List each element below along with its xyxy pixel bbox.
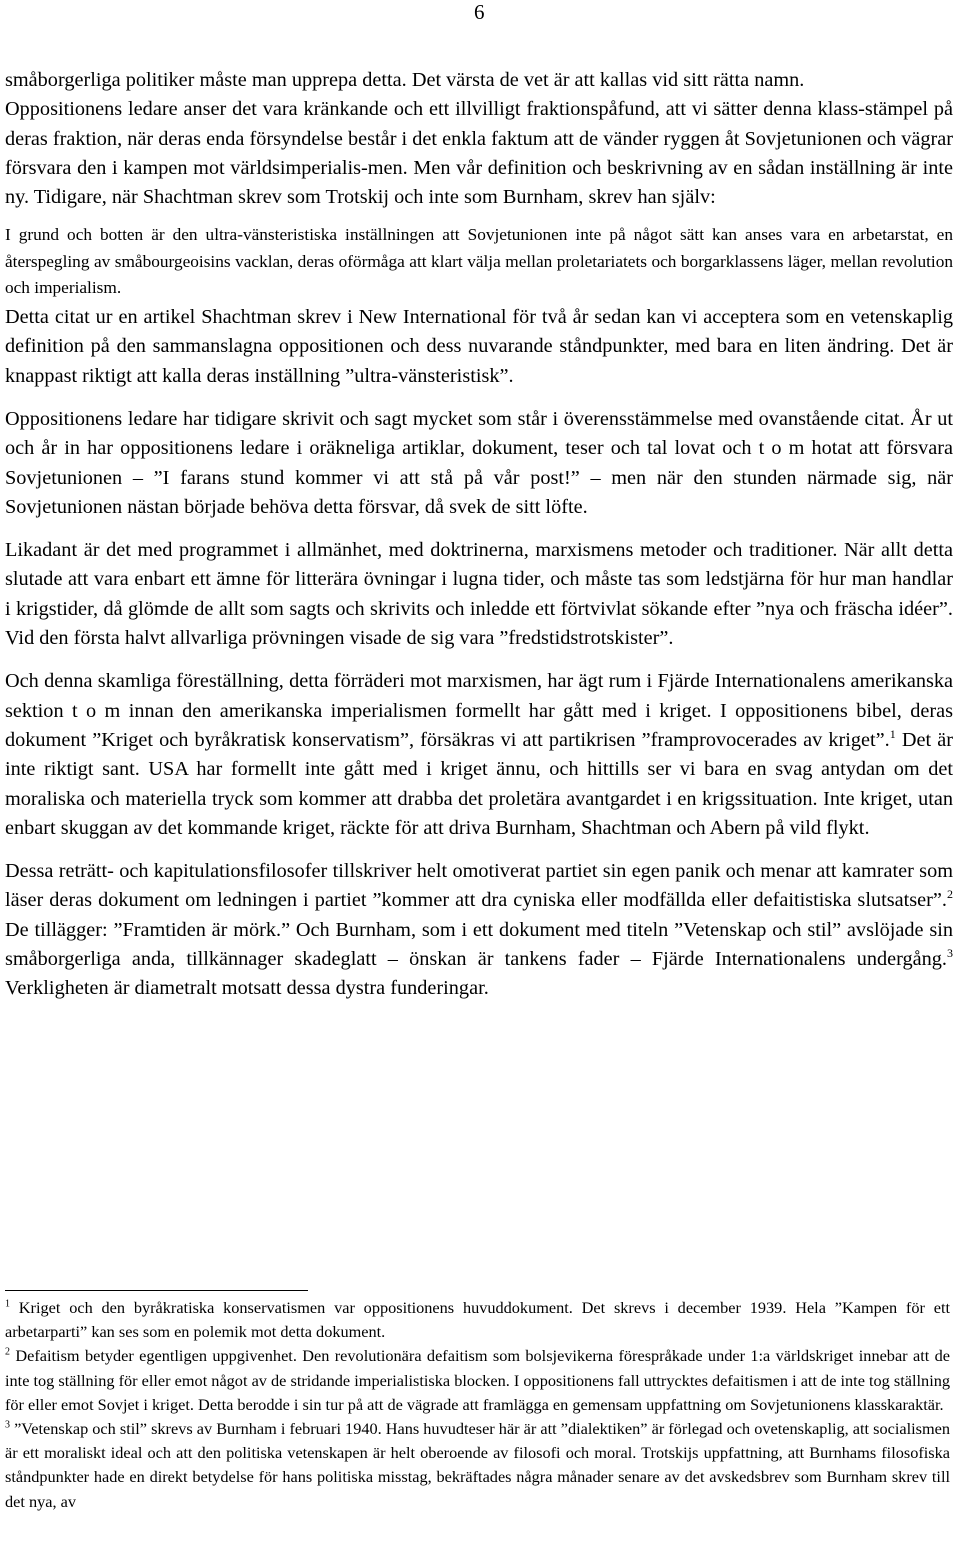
paragraph-7-text-b: De tillägger: ”Framtiden är mörk.” Och Burnham, som i ett dokument med titeln ”Vetenskap och stil” avslöjade sin småborgerliga anda, tillkännager skadeglatt – önskan är tankens fader – Fjärde Internationalens undergång. <box>5 918 953 971</box>
page-body <box>5 66 953 1004</box>
footnote-ref-2[interactable]: 2 <box>947 887 953 902</box>
paragraph-7-text-c: Verkligheten är diametralt motsatt dessa dystra funderingar. <box>5 977 489 1000</box>
paragraph-6 <box>5 667 953 843</box>
footnote-text: Defaitism betyder egentligen uppgivenhet. Den revolutionära defaitism som bolsjevikerna förespråkade under 1:a världskriget innebar att de inte tog ställning för eller emot något av de stridande imperialistiska blocken. I oppositionens fall uttrycktes defaitismen i att de inte tog ställning för eller emot Sovjet i kriget. Detta berodde i sin tur på att de vägrade att framlägga en gemensam uppfattning om Sovjetunionens klasskaraktär. <box>5 1346 950 1414</box>
paragraph-5: Likadant är det med programmet i allmänhet, med doktrinerna, marxismens metoder och traditioner. När allt detta slutade att vara enbart ett ämne för litterära övningar i lugna tider, och måste tas som ledstjärna för hur man handlar i krigstider, då glömde de allt som sagts och skrivits och inledde ett förtvivlat sökande efter ”nya och fräscha idéer”. Vid den första halvt allvarliga prövningen visade de sig vara ”fredstidstrotskister”. <box>5 539 953 650</box>
paragraph-4: Oppositionens ledare har tidigare skrivit och sagt mycket som står i överensstämmelse med ovanstående citat. År ut och år in har oppositionens ledare i oräkneliga artiklar, dokument, teser och tal lovat och t o m hotat att försvara Sovjetunionen – ”I farans stund kommer vi att stå på vår post!” – men när den stunden närmade sig, när Sovjetunionen nästan började behöva detta försvar, då svek de sitt löfte. <box>5 407 953 518</box>
footnote-divider <box>5 1290 308 1291</box>
footnote-number: 1 <box>5 1298 10 1310</box>
paragraph-6-text-a: Och denna skamliga föreställning, detta förräderi mot marxismen, har ägt rum i Fjärde Internationalens amerikanska sektion t o m innan den amerikanska imperialismen formellt har gått med i kriget. I oppositionens bibel, deras dokument ”Kriget och byråkratisk konservatism”, försäkras vi att partikrisen ”framprovocerades av kriget”. <box>5 670 953 751</box>
footnote-2 <box>5 1344 950 1417</box>
paragraph-7-text-a: Dessa reträtt- och kapitulationsfilosofer tillskriver helt omotiverat partiet sin egen panik och menar att kamrater som läser deras dokument om ledningen i partiet ”kommer att dra cyniska eller modfällda eller defaitistiska slutsatser”. <box>5 860 953 912</box>
footnote-number: 2 <box>5 1346 10 1358</box>
footnote-3 <box>5 1417 950 1514</box>
footnote-1 <box>5 1296 950 1344</box>
footnote-ref-3[interactable]: 3 <box>947 946 953 961</box>
paragraph-1: småborgerliga politiker måste man upprepa detta. Det värsta de vet är att kallas vid sitt rätta namn. <box>5 69 805 91</box>
block-quote: I grund och botten är den ultra-vänsteristiska inställningen att Sovjetunionen inte på något sätt kan anses vara en arbetarstat, en återspegling av småbourgeoisins vacklan, deras oförmåga att klart välja mellan proletariatets och borgarklassens läger, mellan revolution och imperialism. <box>5 225 953 297</box>
paragraph-7 <box>5 857 953 1003</box>
footnotes <box>5 1296 950 1514</box>
footnote-number: 3 <box>5 1419 10 1431</box>
footnote-text: ”Vetenskap och stil” skrevs av Burnham i februari 1940. Hans huvudteser här är att ”dialektiken” är förlegad och ovetenskaplig, att socialismen är ett moraliskt ideal och att den politiska vetenskapen är helt oberoende av filosofi och moral. Trotskijs uppfattning, att Burnhams filosofiska ståndpunkter hade en direkt betydelse för hans politiska misstag, bekräftades några månader senare av det avskedsbrev som Burnham skrev till det nya, av <box>5 1419 950 1511</box>
paragraph-6-text-b: Det är inte riktigt sant. USA har formellt inte gått med i kriget ännu, och hittills ser vi bara en svag antydan om det moraliska och materiella tryck som kommer att drabba det proletära avantgardet i en krigssituation. Inte kriget, utan enbart skuggan av det kommande kriget, räckte för att driva Burnham, Shachtman och Abern på vild flykt. <box>5 728 953 839</box>
footnote-text: Kriget och den byråkratiska konservatismen var oppositionens huvuddokument. Det skrevs i december 1939. Hela ”Kampen för ett arbetarparti” kan ses som en polemik mot detta dokument. <box>5 1298 950 1342</box>
footnote-ref-1[interactable]: 1 <box>889 727 896 742</box>
paragraph-3: Detta citat ur en artikel Shachtman skrev i New International för två år sedan kan vi acceptera som en vetenskaplig definition på den sammanslagna oppositionen och dess nuvarande ståndpunkter, med bara en liten ändring. Det är knappast riktigt att kalla deras inställning ”ultra-vänsteristisk”. <box>5 306 953 387</box>
paragraph-2: Oppositionens ledare anser det vara kränkande och ett illvilligt fraktionspåfund, att vi sätter denna klass-stämpel på deras fraktion, när deras enda försyndelse består i det enkla faktum att de vänder ryggen åt Sovjetunionen och vägrar försvara den i kampen mot världsimperialis-men. Men vår definition och beskrivning av en sådan inställning är inte ny. Tidigare, när Shachtman skrev som Trotskij och inte som Burnham, skrev han själv: <box>5 98 953 209</box>
page-number: 6 <box>474 0 485 24</box>
